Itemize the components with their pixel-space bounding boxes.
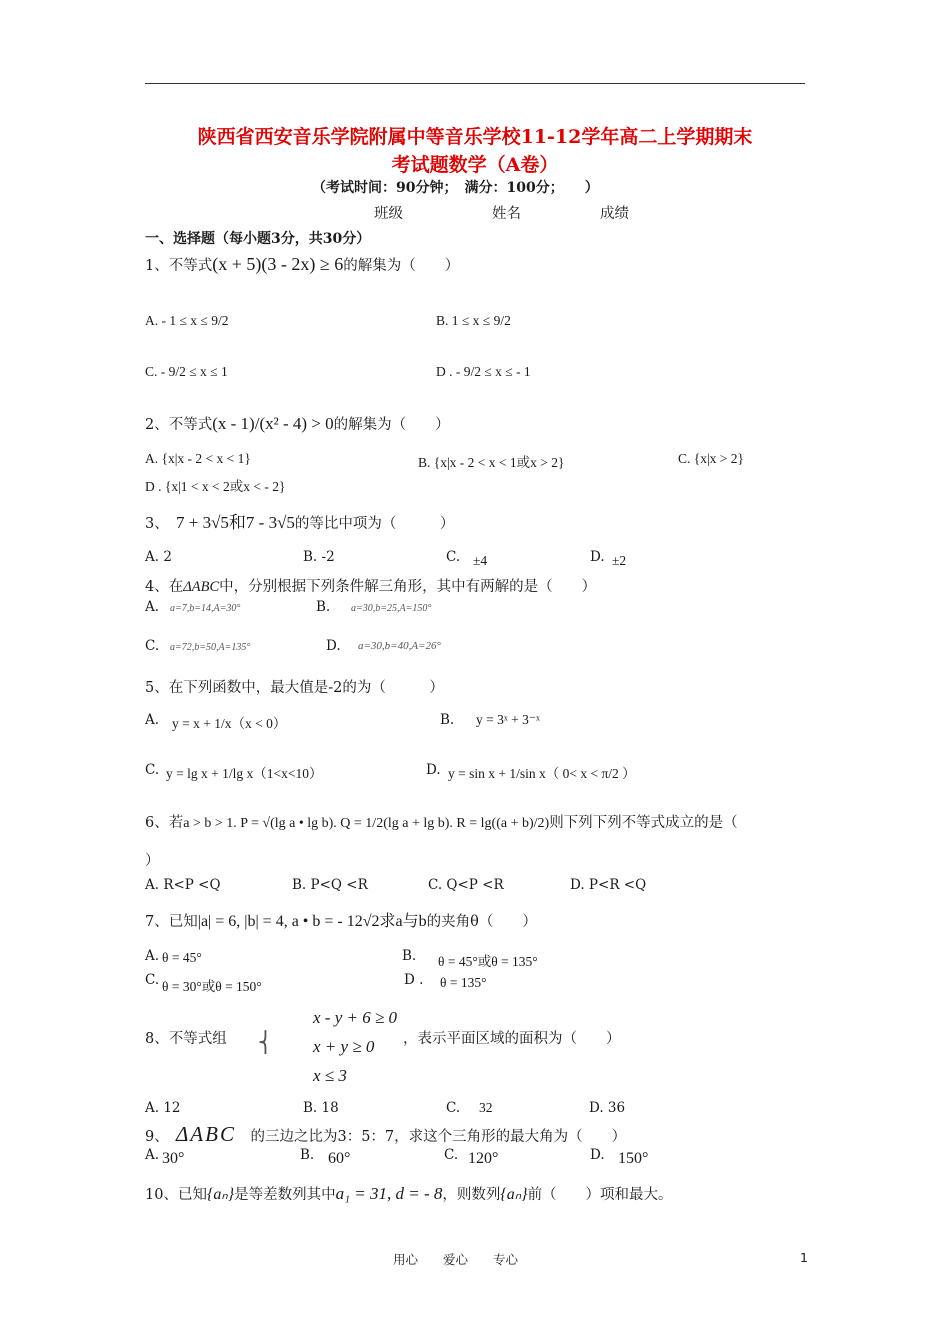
option-b-label: B. [300,1147,315,1163]
option-d: D. P<R <Q [570,877,647,893]
question-stem: 9、 [145,1129,162,1145]
title-line-2: 考试题数学（A卷） [391,154,559,176]
question-stem: 的夹角θ（ ） [426,914,537,930]
option-c-value: θ = 30°或θ = 150° [162,979,262,994]
question-stem: 的解集为（ ） [343,258,460,274]
option-a: A. 12 [145,1100,181,1116]
question-stem: 3、 [145,516,162,532]
option-a-value: y = x + 1/x（x < 0） [172,716,287,731]
question-1 [145,254,459,275]
math-expression: ΔABC [183,579,220,595]
math-expression: a > b > 1. P = √(lg a • lg b). Q = 1/2(lg a + lg b). R = lg((a + b)/2) [183,816,550,831]
option-b-label: B. [402,948,417,964]
option-d-value: y = sin x + 1/sin x（ 0< x < π/2 ） [448,766,636,781]
question-10 [145,1183,673,1204]
question-stem: 则下列下列不等式成立的是（ [549,815,738,831]
math-expression: ΔABC [175,1122,236,1146]
question-7 [145,908,537,931]
question-6-continued: ） [145,853,160,869]
question-4 [145,575,596,596]
question-stem: 中，分别根据下列条件解三角形，其中有两解的是（ ） [219,579,597,595]
math-expression: a₁ = 31, d = - 8 [335,1184,443,1203]
option-c-label: C. [444,1147,459,1163]
brace-icon: ⎨ [258,1030,273,1054]
option-c-label: C. [145,638,160,654]
option-d: D . {x|1 < x < 2或x < - 2} [145,479,286,494]
option-c-label: C. [145,762,160,778]
option-b-value: y = 3ˣ + 3⁻ˣ [476,712,540,727]
question-stem: 的解集为（ ） [333,417,450,433]
option-b-value: θ = 45°或θ = 135° [438,954,538,969]
name-label: 姓名 [492,206,521,222]
option-b-label: B. [316,599,331,615]
question-8-tail: ，表示平面区域的面积为（ ） [403,1031,621,1047]
question-5: 5、在下列函数中，最大值是-2的为（ ） [145,680,444,696]
math-expression: (x + 5)(3 - 2x) ≥ 6 [212,254,344,274]
question-stem: 7、已知 [145,914,198,930]
option-d-label: D. [426,762,441,778]
question-stem: 6、若 [145,815,184,831]
question-3 [145,508,454,533]
option-b: B. {x|x - 2 < x < 1或x > 2} [418,455,565,470]
question-stem: 是等差数列其中 [234,1187,336,1203]
option-c: C. {x|x > 2} [678,451,745,466]
option-d: D. 36 [589,1100,626,1116]
option-c-value: 120° [468,1150,499,1167]
option-d-value: θ = 135° [440,975,487,990]
option-d-label: D. [326,638,341,654]
math-expression: 7 + 3√5和7 - 3√5 [175,513,295,532]
question-stem: 2、不等式 [145,417,213,433]
exam-info: （考试时间：90分钟； 满分：100分； ） [312,180,599,196]
option-b: B. -2 [303,549,335,565]
question-stem: 前（ ）项和最大。 [527,1187,673,1203]
option-c-value: y = lg x + 1/lg x（1<x<10） [166,766,323,781]
question-stem: 的等比中项为（ ） [294,516,455,532]
option-d-label: D . [404,972,424,988]
title-line-1: 陕西省西安音乐学院附属中等音乐学校11-12学年高二上学期期末 [197,126,753,148]
option-a-label: A. [145,599,160,615]
option-a-label: A. [145,1147,160,1163]
option-a: A. R<P <Q [145,877,221,893]
inequality-line-2: x + y ≥ 0 [313,1037,375,1056]
option-d-value: ±2 [612,553,627,568]
math-expression: (x - 1)/(x² - 4) > 0 [212,414,334,433]
option-c-value: a=72,b=50,A=135° [170,642,251,653]
question-stem: 1、不等式 [145,258,213,274]
option-b-value: a=30,b=25,A=150° [351,603,432,614]
option-a-value: 30° [162,1150,185,1167]
question-2 [145,413,450,434]
option-c-label: C. [446,1100,461,1116]
class-label: 班级 [374,206,403,222]
option-b: B. 18 [303,1100,339,1116]
option-a: A. {x|x - 2 < x < 1} [145,451,251,466]
page-number: 1 [800,1250,808,1265]
score-label: 成绩 [600,206,629,222]
math-expression: {aₙ} [206,1186,235,1203]
math-expression: {aₙ} [500,1186,528,1203]
option-a: A. 2 [145,549,172,565]
option-a-label: A. [145,948,160,964]
option-b-value: 60° [328,1150,351,1167]
inequality-line-3: x ≤ 3 [313,1066,347,1085]
option-a-value: a=7,b=14,A=30° [170,603,241,614]
option-b: B. P<Q <R [292,877,368,893]
option-d-value: a=30,b=40,A=26° [358,640,441,652]
question-stem: ，则数列 [442,1187,501,1203]
option-c-value: 32 [479,1100,493,1115]
option-a-value: θ = 45° [162,950,202,965]
question-stem: 10、已知 [145,1187,207,1203]
option-a-label: A. [145,712,160,728]
option-c-label: C. [145,972,160,988]
question-8-stem: 8、不等式组 [145,1031,227,1047]
footer-motto: 用心 爱心 专心 [393,1252,519,1267]
option-c: C. Q<P <R [428,877,504,893]
option-c-label: C. [446,549,461,565]
question-stem: 的三边之比为3：5：7，求这个三角形的最大角为（ ） [250,1129,627,1145]
option-c: C. - 9/2 ≤ x ≤ 1 [145,364,228,379]
option-d-label: D. [590,1147,605,1163]
section-heading: 一、选择题（每小题3分，共30分） [145,231,371,247]
option-b: B. 1 ≤ x ≤ 9/2 [436,313,511,328]
question-9 [145,1122,626,1147]
question-stem: 4、在 [145,579,184,595]
inequality-line-1: x - y + 6 ≥ 0 [313,1008,398,1027]
option-d-label: D. [590,549,605,565]
option-d: D . - 9/2 ≤ x ≤ - 1 [436,364,531,379]
math-expression: |a| = 6, |b| = 4, a • b = - 12√2求a与b [197,913,427,930]
top-rule [145,83,805,84]
option-c-value: ±4 [473,553,488,568]
question-6 [145,811,738,832]
option-a: A. - 1 ≤ x ≤ 9/2 [145,313,229,328]
option-d-value: 150° [618,1150,649,1167]
option-b-label: B. [440,712,455,728]
